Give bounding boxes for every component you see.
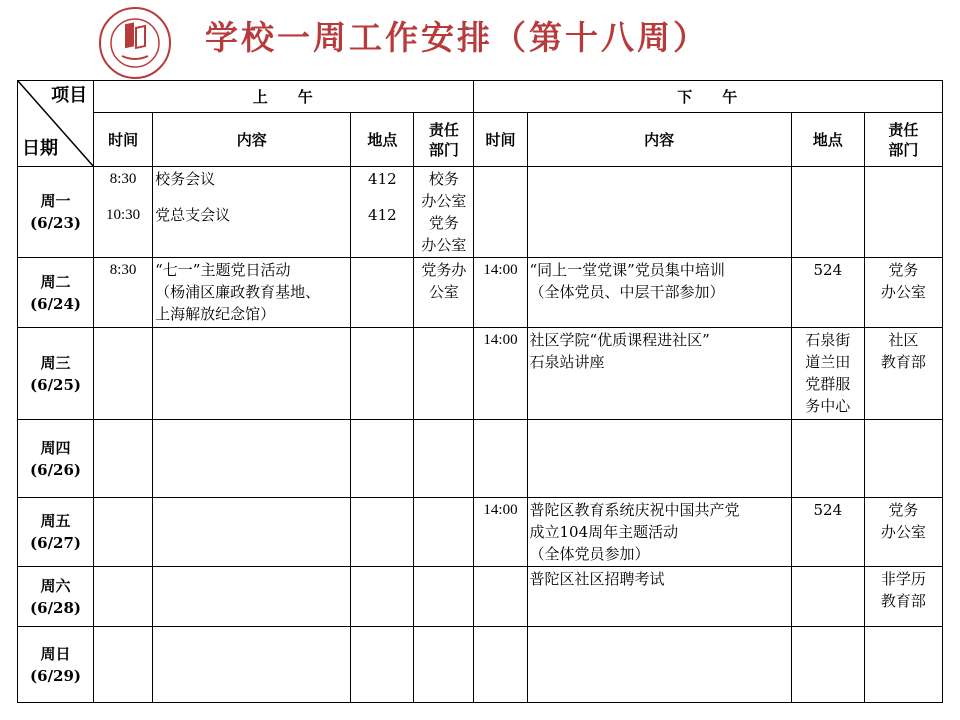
- school-logo: [98, 6, 172, 80]
- pm-dept-line: 教育部: [880, 592, 926, 610]
- pm-time-cell: [474, 167, 527, 258]
- am-dept-line: 党务办: [421, 261, 467, 279]
- pm-dept-cell: [864, 627, 942, 703]
- am-content-cell: [153, 258, 351, 328]
- pm-content-header: 内容: [527, 113, 791, 167]
- am-time-cell: [94, 328, 153, 420]
- am-location-line: 412: [368, 170, 397, 188]
- am-content-cell: [153, 420, 351, 498]
- pm-dept-cell: [864, 258, 942, 328]
- pm-content-cell: [527, 498, 791, 567]
- am-dept-cell: [414, 258, 474, 328]
- dept-header-label: 责任部门: [888, 120, 919, 159]
- am-content-cell: [153, 567, 351, 627]
- pm-content-line: 普陀区社区招聘考试: [529, 570, 665, 588]
- am-dept-cell: [414, 420, 474, 498]
- afternoon-header: 下午: [474, 81, 943, 113]
- weekday-label: 周四: [40, 438, 71, 457]
- day-cell: [18, 167, 94, 258]
- am-content-cell: [153, 167, 351, 258]
- page-title: 学校一周工作安排（第十八周）: [205, 18, 709, 57]
- pm-content-line: （全体党员、中层干部参加）: [529, 283, 725, 301]
- am-location-cell: [351, 328, 414, 420]
- pm-location-line: 党群服: [805, 375, 851, 393]
- am-location-cell: [351, 498, 414, 567]
- day-cell: [18, 498, 94, 567]
- morning-header: 上午: [94, 81, 474, 113]
- am-dept-cell: [414, 567, 474, 627]
- am-location-cell: [351, 167, 414, 258]
- pm-location-cell: [791, 167, 864, 258]
- pm-content-line: 社区学院“优质课程进社区”: [529, 331, 710, 349]
- pm-time-header: 时间: [474, 113, 527, 167]
- pm-location-line: 道兰田: [805, 353, 851, 371]
- pm-location-cell: [791, 627, 864, 703]
- pm-dept-line: 党务: [888, 501, 919, 519]
- pm-content-line: “同上一堂党课”党员集中培训: [529, 261, 725, 279]
- am-content-line: 上海解放纪念馆）: [155, 305, 276, 323]
- am-dept-header: [414, 113, 474, 167]
- pm-location-cell: [791, 567, 864, 627]
- date-label: (6/28): [30, 598, 82, 617]
- date-label: (6/29): [30, 666, 82, 685]
- pm-time-cell: [474, 498, 527, 567]
- am-location-header: 地点: [351, 113, 414, 167]
- pm-time-cell: [474, 567, 527, 627]
- am-dept-cell: [414, 627, 474, 703]
- am-content-line: 党总支会议: [155, 206, 231, 224]
- pm-dept-cell: [864, 420, 942, 498]
- corner-header-cell: [18, 81, 94, 167]
- am-location-cell: [351, 258, 414, 328]
- pm-dept-cell: [864, 567, 942, 627]
- pm-dept-line: 非学历: [880, 570, 926, 588]
- spacer: [353, 190, 411, 204]
- pm-dept-header: [864, 113, 942, 167]
- pm-location-header: 地点: [791, 113, 864, 167]
- weekday-label: 周六: [40, 576, 71, 595]
- am-time-cell: [94, 258, 153, 328]
- spacer: [155, 190, 348, 204]
- pm-time-cell: [474, 627, 527, 703]
- corner-label-date: 日期: [22, 138, 58, 159]
- day-cell: [18, 258, 94, 328]
- schedule-rows: [18, 167, 943, 703]
- date-label: (6/25): [30, 375, 82, 394]
- am-location-cell: [351, 627, 414, 703]
- pm-time-cell: [474, 420, 527, 498]
- pm-content-cell: [527, 627, 791, 703]
- am-location-cell: [351, 567, 414, 627]
- am-time-cell: [94, 167, 153, 258]
- pm-location-cell: [791, 498, 864, 567]
- pm-time-line: 14:00: [483, 502, 518, 518]
- pm-content-cell: [527, 167, 791, 258]
- pm-content-cell: [527, 567, 791, 627]
- pm-location-line: 石泉街: [805, 331, 851, 349]
- am-time-cell: [94, 627, 153, 703]
- pm-content-cell: [527, 258, 791, 328]
- date-label: (6/26): [30, 460, 82, 479]
- pm-dept-line: 办公室: [880, 283, 926, 301]
- pm-dept-line: 教育部: [880, 353, 926, 371]
- am-content-header: 内容: [153, 113, 351, 167]
- pm-time-cell: [474, 328, 527, 420]
- am-location-cell: [351, 420, 414, 498]
- am-dept-line: 党务: [428, 214, 459, 232]
- pm-content-cell: [527, 328, 791, 420]
- pm-dept-cell: [864, 167, 942, 258]
- am-time-cell: [94, 498, 153, 567]
- pm-content-line: 成立104周年主题活动: [529, 523, 679, 541]
- weekday-label: 周二: [40, 272, 71, 291]
- pm-location-cell: [791, 328, 864, 420]
- am-dept-cell: [414, 498, 474, 567]
- am-dept-cell: [414, 328, 474, 420]
- table-row: [18, 328, 943, 420]
- pm-dept-line: 社区: [888, 331, 919, 349]
- table-row: [18, 627, 943, 703]
- pm-dept-line: 党务: [888, 261, 919, 279]
- spacer: [96, 190, 150, 204]
- date-label: (6/23): [30, 214, 82, 232]
- weekday-label: 周三: [40, 353, 71, 372]
- date-label: (6/27): [30, 534, 82, 552]
- am-location-line: 412: [368, 206, 397, 224]
- pm-content-line: （全体党员参加）: [529, 545, 650, 563]
- pm-time-line: 14:00: [483, 262, 518, 278]
- pm-time-line: 14:00: [483, 332, 518, 348]
- pm-content-cell: [527, 420, 791, 498]
- am-content-line: “七一”主题党日活动: [155, 261, 291, 279]
- am-content-cell: [153, 498, 351, 567]
- table-row: [18, 420, 943, 498]
- am-dept-cell: [414, 167, 474, 258]
- am-time-line: 8:30: [109, 262, 137, 278]
- table-row: [18, 567, 943, 627]
- am-dept-line: 办公室: [421, 192, 467, 210]
- am-content-cell: [153, 328, 351, 420]
- table-row: [18, 167, 943, 258]
- am-time-cell: [94, 567, 153, 627]
- pm-content-line: 普陀区教育系统庆祝中国共产党: [529, 501, 740, 519]
- pm-location-cell: [791, 420, 864, 498]
- am-content-line: 校务会议: [155, 170, 216, 188]
- day-cell: [18, 420, 94, 498]
- table-row: [18, 258, 943, 328]
- pm-dept-cell: [864, 328, 942, 420]
- pm-dept-line: 办公室: [880, 523, 926, 541]
- pm-location-cell: [791, 258, 864, 328]
- pm-location-line: 524: [813, 501, 843, 519]
- am-content-cell: [153, 627, 351, 703]
- weekly-schedule-table: [17, 80, 943, 703]
- weekday-label: 周日: [40, 644, 71, 663]
- am-content-line: （杨浦区廉政教育基地、: [155, 283, 321, 301]
- weekday-label: 周一: [40, 192, 71, 210]
- pm-dept-cell: [864, 498, 942, 567]
- am-time-line: 8:30: [109, 171, 137, 187]
- pm-time-cell: [474, 258, 527, 328]
- pm-content-line: 石泉站讲座: [529, 353, 605, 371]
- am-time-line: 10:30: [106, 207, 141, 223]
- am-time-cell: [94, 420, 153, 498]
- pm-location-line: 务中心: [805, 397, 851, 415]
- table-row: [18, 498, 943, 567]
- pm-location-line: 524: [813, 261, 843, 279]
- am-time-header: 时间: [94, 113, 153, 167]
- corner-label-item: 项目: [51, 85, 88, 106]
- day-cell: [18, 627, 94, 703]
- dept-header-label: 责任部门: [428, 120, 459, 159]
- am-dept-line: 公室: [428, 283, 459, 301]
- day-cell: [18, 567, 94, 627]
- weekday-label: 周五: [40, 512, 71, 530]
- am-dept-line: 办公室: [421, 236, 467, 254]
- date-label: (6/24): [30, 294, 82, 313]
- am-dept-line: 校务: [428, 170, 459, 188]
- day-cell: [18, 328, 94, 420]
